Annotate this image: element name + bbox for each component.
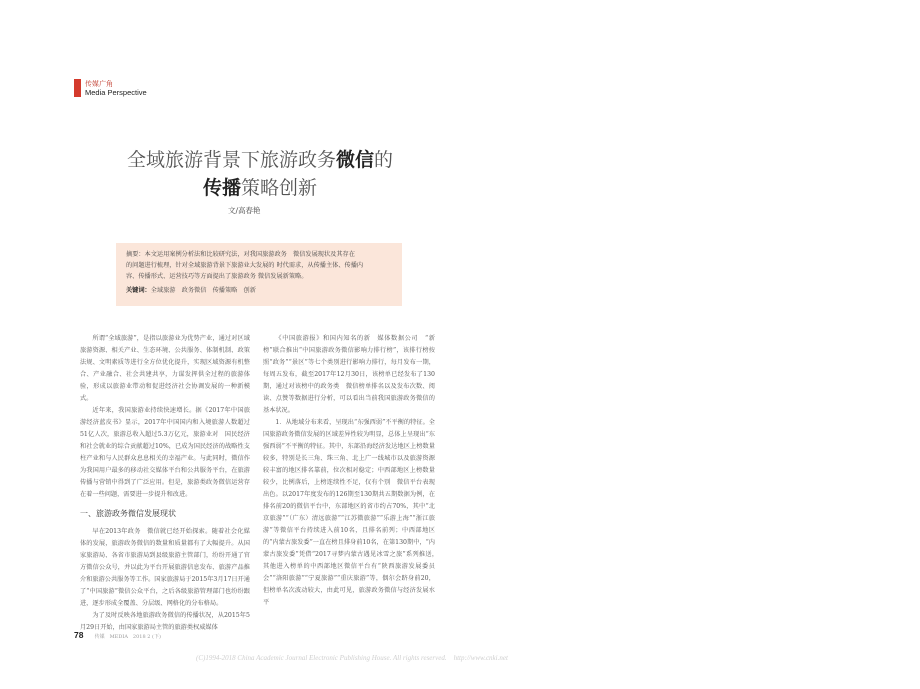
paragraph: 为了及时反映各地旅游政务微信的传播状况，从2015年5月29日开始，由国家旅游局主管的旅游类权威媒体 [80,612,250,631]
section-color-bar [74,79,81,97]
title-line2-bold: 传播 [202,177,241,199]
abstract-line: 摘要：本文运用案例分析法和比较研究法，对我国旅游政务 微信发展现状及其存在 [126,251,355,258]
body-column-left [80,333,250,634]
section-label-cn: 传媒广角 [85,80,113,88]
paragraph: 1．从地域分布来看，呈现出“东强西弱”不平衡的特征。全国旅游政务微信发展的区域差异性较为明显，总体上呈现出“东强西弱”不平衡的特征。其中，东部沿海经济发达地区上榜数量较多，特别是长三角、珠三角、北上广一线城市以及旅游资源较丰富的地区排名靠前，位次相对稳定；中西部地区上榜数量较少，比例落后，上榜连续性不足，仅有个别 微信平台表现出色。以2017年度发布的126期至130期共五期数据为例，在排名前20的微信平台中，东部地区的省市约占70%，其中“北京旅游”“（广东）清远旅游”“江苏微旅游”“乐游上海”“浙江旅游”等微信平台持续进入前10名，且排名前列；中西部地区的“内蒙古旅发委”一直在榜且排身前10名，在第130期中，“内蒙古旅发委”凭借“2017寻梦内蒙古遇见冰雪之旅”系列推送， 其他进入榜单的中西部地区微信平台有“陕西旅游发展委员会”“洛阳旅游”“宁夏旅游”“重庆旅游”等，偶尔会跻身前20，但榜单名次波动较大，由此可见，旅游政务微信与经济发展水平 [263,419,442,606]
journal-name: 传媒 MEDIA 2018 2 (下) [94,634,161,640]
title-line1-pre: 全域旅游背景下旅游政务 [126,149,336,171]
title-line1-post: 的 [374,149,394,171]
abstract-line: 容、传播形式、运营技巧等方面提出了旅游政务 微信发展新策略。 [126,273,308,280]
keywords [126,285,392,296]
paragraph: 近年来，我国旅游业持续快速增长。据《2017年中国旅游经济蓝皮书》显示，2017年中国国内和入境旅游人数超过51亿人次，旅游总收入超过5.3万亿元，旅游业对 国民经济和社会就业的综合贡献超过10%，已成为国民经济的战略性支柱产业和与人民群众息息相关的幸福产业。与此同时，微信作为我国用户最多的移动社交媒体平台和公共服务平台，在旅游传播与营销中得到了广泛应用。但是，旅游类政务微信运营存在着一些问题，需要进一步提升和改进。 [80,407,250,498]
abstract-line: 的问题进行梳理，针对全域旅游背景下旅游业大发展的 时代需求，从传播主体、传播内 [126,262,364,269]
author-byline: 文/高春艳 [228,206,261,215]
paragraph: 《中国旅游报》和国内知名的新 媒体数据公司 “新榜”联合推出“中国旅游政务微信影响力排行榜”，该排行榜按照“政务”“景区”等七个类别进行影响力排行，每月发布一期，每周五发布，截至2017年12月30日，该榜单已经发布了130期，通过对该榜中的政务类 微信榜单排名以及发布次数、阅读、点赞等数据进行分析，可以看出当前我国旅游政务微信的基本状况。 [263,335,435,414]
title-line2-post: 策略创新 [241,177,318,199]
section-label-en: Media Perspective [85,88,147,97]
paragraph: 早在2013年政务 微信就已经开始探索。随着社会化媒体的发展，旅游政务微信的数量和质量都有了大幅提升。从国家旅游局、各省市旅游局到县级旅游主管部门，纷纷开通了官方微信公众号，并以此为平台开展旅游信息发布、旅游产品推介和旅游公共服务等工作。国家旅游局于2015年3月17日开通了“中国旅游”微信公众平台，之后各级旅游管理部门也纷纷跟进，逐步形成全覆盖、分层级、网格化的分布格局。 [80,528,250,607]
abstract-box [116,243,402,306]
page-number: 78 [74,630,84,640]
keywords-label: 关键词： [126,287,151,294]
article-title-line1 [60,145,460,172]
title-line1-bold: 微信 [335,149,374,171]
paragraph: 所谓“全域旅游”，是指以旅游业为优势产业，通过对区域旅游资源、相关产业、生态环境、公共服务、体制机制、政策法规、文明素质等进行全方位优化提升，实现区域资源有机整合、产业融合、社会共建共享，力谋发挥供全过程的旅游体验，形成以旅游业带动和促进经济社会协调发展的一种新模式。 [80,335,250,402]
copyright-watermark: (C)1994-2018 China Academic Journal Electronic Publishing House. All rights reserved. http://www.cnki.net [196,654,508,662]
body-column-right [263,333,442,609]
section-heading: 一、旅游政务微信发展现状 [80,509,176,518]
article-title-line2 [60,173,460,200]
keywords-value: 全域旅游 政务微信 传播策略 创新 [150,287,256,294]
page-footer [74,623,161,642]
